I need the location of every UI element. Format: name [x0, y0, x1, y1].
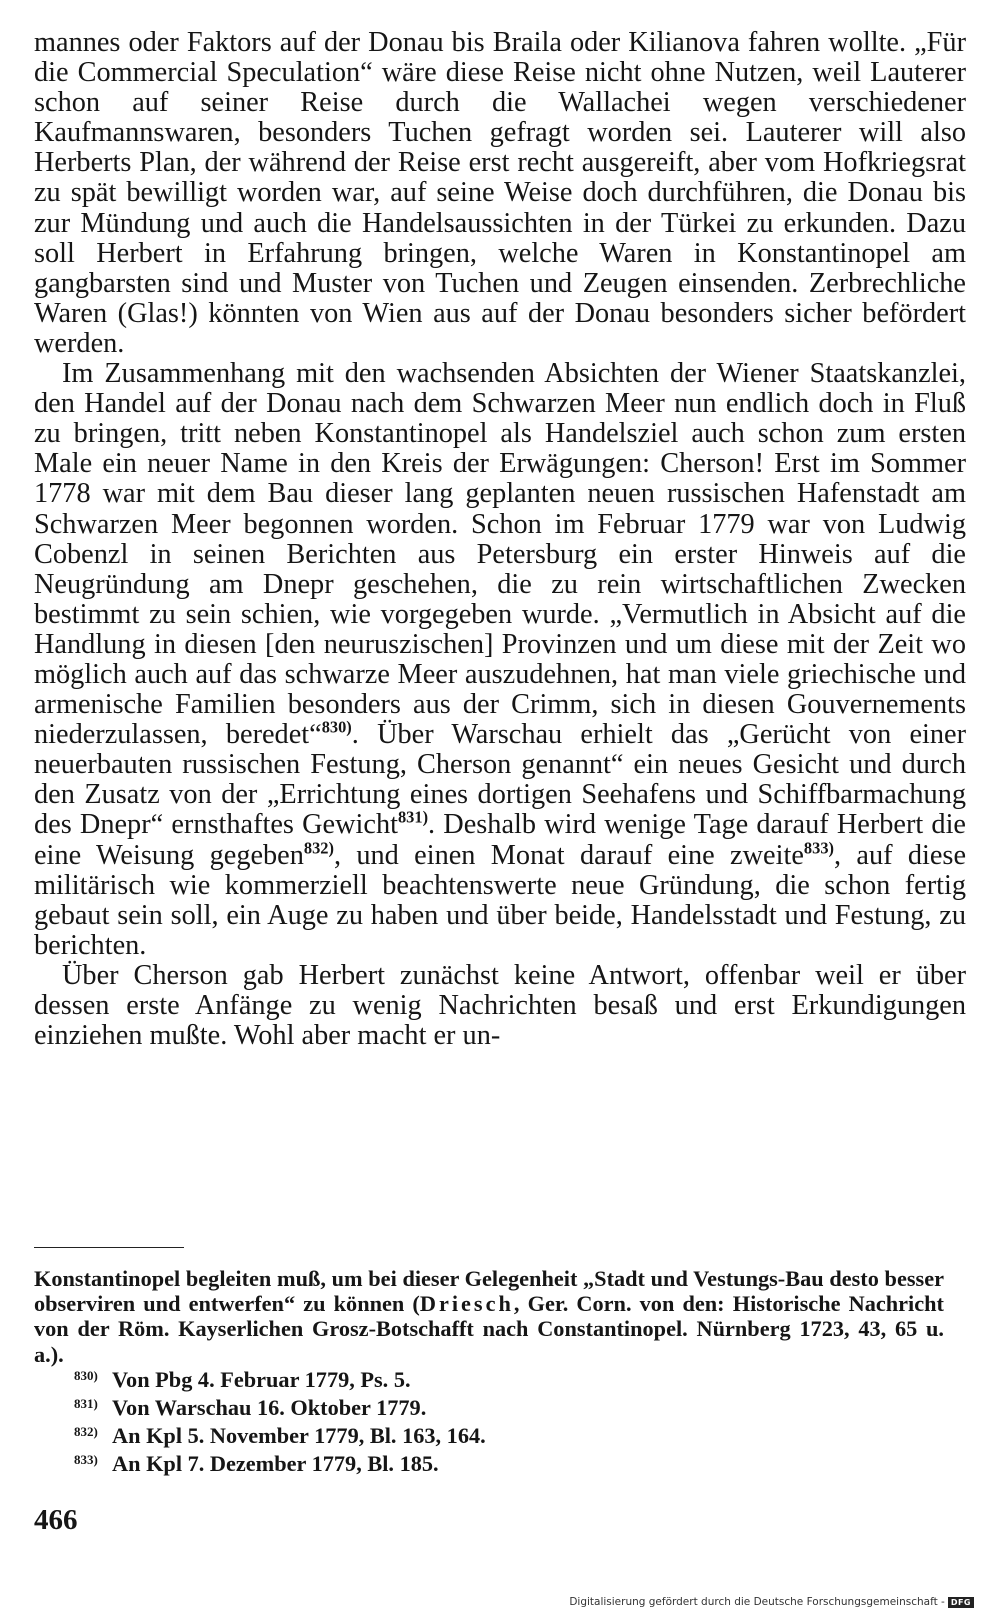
- paragraph-text: . Über Warschau erhielt das „Gerücht von einer neuerbauten russischen Festung, Cherson genannt“ ein neues Gesicht und durch den Zusatz von der „Errichtung eines dortigen Seehafens und Schiffbarmachung des Dnepr“ ernsthaftes Gewicht: [34, 719, 966, 841]
- paragraph-text: mannes oder Faktors auf der Donau bis Braila oder Kilianova fahren wollte. „Für die Commercial Speculation“ wäre diese Reise nicht ohne Nutzen, weil Lauterer schon auf seiner Reise durch die Wallachei wegen verschiedener Kaufmannswaren, besonders Tuchen gefragt worden sei. Lauterer will also Herberts Plan, der während der Reise erst recht ausgereift, aber vom Hofkriegsrat zu spät bewilligt worden war, auf seine Weise doch durchführen, die Donau bis zur Mündung und auch die Handelsaussichten in der Türkei zu erkunden. Dazu soll Herbert in Erfahrung bringen, welche Waren in Konstantinopel am gangbarsten sind und Muster von Tuchen und Zeugen einsenden. Zerbrechliche Waren (Glas!) könnten von Wien aus auf der Donau besonders sicher befördert werden.: [34, 27, 966, 359]
- footnote-text: Von Pbg 4. Februar 1779, Ps. 5.: [112, 1366, 411, 1392]
- footnote: [74, 1451, 944, 1479]
- paragraph-text: , und einen Monat darauf eine zweite: [333, 839, 804, 871]
- paragraph-text: . Deshalb wird wenige Tage darauf Herbert die eine Weisung gegeben: [34, 809, 966, 871]
- footnote-ref: 832): [303, 838, 334, 858]
- footnote-ref: 830): [321, 717, 352, 737]
- footnote: [74, 1367, 944, 1395]
- footnote: [74, 1423, 944, 1451]
- footnote-separator: [34, 1247, 184, 1248]
- paragraph-text: Im Zusammenhang mit den wachsenden Absichten der Wiener Staatskanzlei, den Handel auf der Donau nach dem Schwarzen Meer nun endlich doch in Fluß zu bringen, tritt neben Konstantinopel als Handelsziel auch schon zum ersten Male ein neuer Name in den Kreis der Erwägungen: Cherson! Erst im Sommer 1778 war mit dem Bau dieser lang geplanten neuen russischen Hafenstadt am Schwarzen Meer begonnen worden. Schon im Februar 1779 war von Ludwig Cobenzl in seinen Berichten aus Petersburg ein erster Hinweis auf die Neugründung am Dnepr geschehen, die zu rein wirtschaftlichen Zwecken bestimmt zu sein schien, wie vorgegeben wurde. „Vermutlich in Absicht auf die Handlung in diesen [den neuruszischen] Provinzen und um diese mit der Zeit wo möglich auch auf das schwarze Meer auszudehnen, hat man viele griechische und armenische Familien besonders aus der Crimm, sich in diesen Gouvernements niederzulassen, beredet“: [34, 358, 966, 751]
- footnote-text: An Kpl 7. Dezember 1779, Bl. 185.: [112, 1451, 439, 1477]
- footnote-ref: 831): [397, 808, 429, 828]
- footnotes: [34, 1266, 944, 1480]
- footnote-number: 833): [74, 1452, 98, 1468]
- dfg-logo-icon: DFG: [948, 1597, 974, 1608]
- footnote: [74, 1395, 944, 1423]
- paragraph-text: Über Cherson gab Herbert zunächst keine Antwort, offenbar weil er über dessen erste Anfänge zu wenig Nachrichten besaß und erst Erkundigungen einziehen mußte. Wohl aber macht er un-: [34, 959, 966, 1052]
- paragraph-text: , auf diese militärisch wie kommerziell beachtenswerte neue Gründung, die schon fertig gebaut sein soll, ein Auge zu haben und über beide, Handelsstadt und Festung, zu berichten.: [34, 839, 967, 961]
- footnote-text: Von Warschau 16. Oktober 1779.: [112, 1395, 427, 1421]
- footnote-number: 831): [74, 1396, 98, 1412]
- paragraph: [34, 28, 966, 359]
- footnote-number: 832): [74, 1424, 98, 1440]
- footnote-number: 830): [74, 1367, 98, 1383]
- footnote-ref: 833): [803, 838, 834, 858]
- footnote-author: Driesch: [419, 1291, 514, 1317]
- credit-text: Digitalisierung gefördert durch die Deutsche Forschungsgemeinschaft -: [569, 1596, 945, 1608]
- document-page: [34, 28, 966, 1608]
- digitization-credit: [569, 1596, 974, 1608]
- footnote-continuation: Konstantinopel begleiten muß, um bei dieser Gelegenheit „Stadt und Vestungs-Bau desto besser observiren und entwerfen“ zu können (Driesch, Ger. Corn. von den: Historische Nachricht von der Röm. Kayserlichen Grosz-Botschafft nach Constantinopel. Nürnberg 1723, 43, 65 u. a.).: [34, 1266, 944, 1367]
- body-text: [34, 28, 966, 1051]
- paragraph: [34, 961, 966, 1051]
- page-number: 466: [34, 1504, 78, 1536]
- footnote-text: An Kpl 5. November 1779, Bl. 163, 164.: [112, 1423, 486, 1449]
- footnote-list: [34, 1367, 944, 1480]
- paragraph: [34, 359, 966, 961]
